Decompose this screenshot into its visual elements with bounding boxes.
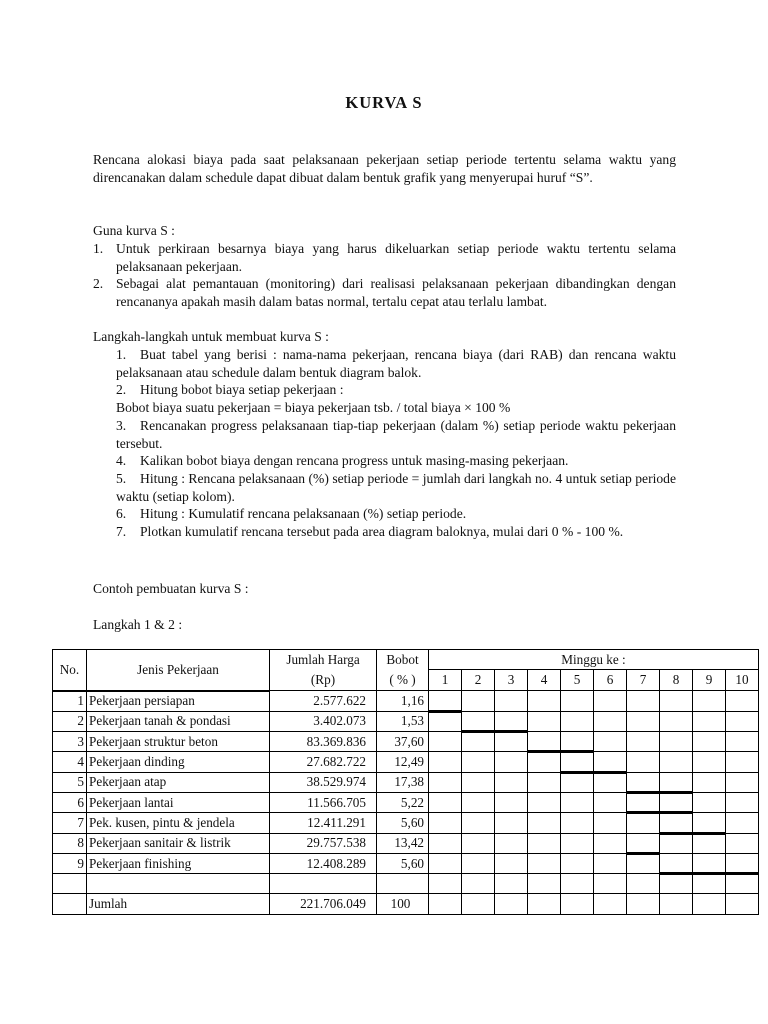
week-cell xyxy=(627,752,660,772)
week-cell xyxy=(660,732,693,752)
list-item xyxy=(93,240,676,275)
week-cell xyxy=(660,691,693,712)
week-header: 7 xyxy=(627,670,660,691)
week-cell xyxy=(462,813,495,833)
row-no: 3 xyxy=(53,732,87,752)
step-text: Buat tabel yang berisi : nama-nama pekerjaan, rencana biaya (dari RAB) dan rencana waktu pelaksanaan atau schedule dalam bentuk diagram balok. xyxy=(116,347,676,380)
table-row xyxy=(53,833,759,853)
week-cell xyxy=(726,853,759,873)
week-cell xyxy=(462,853,495,873)
row-no: 5 xyxy=(53,772,87,792)
week-cell xyxy=(693,853,726,873)
row-job: Pekerjaan tanah & pondasi xyxy=(87,711,270,731)
week-header: 2 xyxy=(462,670,495,691)
table-row xyxy=(53,772,759,792)
blank-cell xyxy=(693,874,726,894)
week-cell xyxy=(693,691,726,712)
blank-cell xyxy=(528,874,561,894)
week-cell xyxy=(528,792,561,812)
week-cell xyxy=(594,732,627,752)
week-cell xyxy=(561,752,594,772)
week-cell xyxy=(594,792,627,812)
week-cell xyxy=(627,792,660,812)
total-label: Jumlah xyxy=(87,894,270,914)
week-cell xyxy=(462,691,495,712)
week-header: 8 xyxy=(660,670,693,691)
week-cell xyxy=(627,813,660,833)
week-cell xyxy=(627,772,660,792)
week-cell xyxy=(495,752,528,772)
week-cell xyxy=(495,711,528,731)
row-bobot: 5,60 xyxy=(377,813,429,833)
week-header: 1 xyxy=(429,670,462,691)
week-cell xyxy=(495,894,528,914)
header-minggu: Minggu ke : xyxy=(429,650,759,670)
row-no: 9 xyxy=(53,853,87,873)
schedule-bar xyxy=(725,872,759,875)
step-item xyxy=(116,417,676,452)
list-number: 1. xyxy=(93,241,104,256)
week-cell xyxy=(693,894,726,914)
table-row xyxy=(53,853,759,873)
row-job: Pekerjaan atap xyxy=(87,772,270,792)
week-cell xyxy=(561,792,594,812)
week-cell xyxy=(726,711,759,731)
week-header: 5 xyxy=(561,670,594,691)
week-cell xyxy=(726,894,759,914)
week-cell xyxy=(594,894,627,914)
week-cell xyxy=(561,772,594,792)
week-cell xyxy=(594,772,627,792)
row-bobot: 5,22 xyxy=(377,792,429,812)
step-item xyxy=(116,523,676,541)
step-item xyxy=(116,470,676,505)
step-text: Hitung : Rencana pelaksanaan (%) setiap periode = jumlah dari langkah no. 4 untuk setiap periode waktu (setiap kolom). xyxy=(116,470,676,504)
week-cell xyxy=(561,813,594,833)
row-no: 1 xyxy=(53,691,87,712)
week-cell xyxy=(462,772,495,792)
week-cell xyxy=(495,853,528,873)
step-item xyxy=(116,505,676,523)
total-bobot: 100 xyxy=(377,894,429,914)
step-text: Plotkan kumulatif rencana tersebut pada area diagram baloknya, mulai dari 0 % - 100 %. xyxy=(140,524,624,540)
total-row xyxy=(53,894,759,914)
row-bobot: 1,16 xyxy=(377,691,429,712)
row-harga: 83.369.836 xyxy=(270,732,377,752)
table-row xyxy=(53,732,759,752)
langkah12-heading: Langkah 1 & 2 : xyxy=(93,617,183,632)
week-cell xyxy=(429,752,462,772)
blank-cell xyxy=(495,874,528,894)
blank-cell xyxy=(53,874,87,894)
step-text: Bobot biaya suatu pekerjaan = biaya pekerjaan tsb. / total biaya × 100 % xyxy=(116,400,511,416)
week-cell xyxy=(462,732,495,752)
week-cell xyxy=(660,711,693,731)
week-cell xyxy=(528,711,561,731)
week-cell xyxy=(693,711,726,731)
week-cell xyxy=(693,813,726,833)
week-cell xyxy=(627,691,660,712)
week-cell xyxy=(462,894,495,914)
list-item xyxy=(93,275,676,310)
schedule-bar xyxy=(692,872,726,875)
blank-cell xyxy=(462,874,495,894)
week-cell xyxy=(561,732,594,752)
week-cell xyxy=(594,833,627,853)
blank-cell xyxy=(627,874,660,894)
week-header: 4 xyxy=(528,670,561,691)
step-number: 5. xyxy=(116,470,127,486)
week-cell xyxy=(462,792,495,812)
row-bobot: 37,60 xyxy=(377,732,429,752)
blank-cell xyxy=(561,874,594,894)
week-header: 3 xyxy=(495,670,528,691)
week-cell xyxy=(495,772,528,792)
row-no: 7 xyxy=(53,813,87,833)
header-bobot: Bobot xyxy=(377,650,429,670)
step-number: 4. xyxy=(116,453,127,469)
step-number: 1. xyxy=(116,347,127,362)
step-text: Hitung bobot biaya setiap pekerjaan : xyxy=(140,382,344,398)
week-cell xyxy=(429,792,462,812)
row-bobot: 17,38 xyxy=(377,772,429,792)
blank-cell xyxy=(429,874,462,894)
week-cell xyxy=(462,711,495,731)
row-bobot: 13,42 xyxy=(377,833,429,853)
header-no: No. xyxy=(53,650,87,691)
week-cell xyxy=(462,752,495,772)
week-cell xyxy=(429,833,462,853)
row-job: Pekerjaan persiapan xyxy=(87,691,270,712)
week-cell xyxy=(693,792,726,812)
week-cell xyxy=(462,833,495,853)
row-job: Pekerjaan dinding xyxy=(87,752,270,772)
week-cell xyxy=(429,813,462,833)
row-bobot: 12,49 xyxy=(377,752,429,772)
week-cell xyxy=(726,732,759,752)
page-title: KURVA S xyxy=(345,93,423,112)
week-cell xyxy=(561,894,594,914)
week-cell xyxy=(594,691,627,712)
row-no: 6 xyxy=(53,792,87,812)
intro-paragraph: Rencana alokasi biaya pada saat pelaksanaan pekerjaan setiap periode tertentu selama waktu yang direncanakan dalam schedule dapat dibuat dalam bentuk grafik yang menyerupai huruf “S”. xyxy=(93,152,676,185)
week-cell xyxy=(561,711,594,731)
week-cell xyxy=(528,894,561,914)
header-harga-unit: (Rp) xyxy=(270,670,377,691)
table-row xyxy=(53,752,759,772)
guna-list xyxy=(93,240,676,311)
list-text: Untuk perkiraan besarnya biaya yang harus dikeluarkan setiap periode waktu tertentu selama pelaksanaan pekerjaan. xyxy=(116,241,676,274)
table-row xyxy=(53,813,759,833)
blank-cell xyxy=(726,874,759,894)
row-harga: 12.408.289 xyxy=(270,853,377,873)
blank-cell xyxy=(87,874,270,894)
week-cell xyxy=(561,853,594,873)
header-job: Jenis Pekerjaan xyxy=(87,650,270,691)
week-cell xyxy=(594,813,627,833)
week-cell xyxy=(660,772,693,792)
list-text: Sebagai alat pemantauan (monitoring) dari realisasi pelaksanaan pekerjaan dibandingkan dengan rencananya apakah masih dalam batas normal, tertalu cepat atau terlalu lambat. xyxy=(116,276,676,310)
week-cell xyxy=(726,813,759,833)
week-cell xyxy=(528,732,561,752)
step-number: 6. xyxy=(116,506,127,522)
langkah-heading: Langkah-langkah untuk membuat kurva S : xyxy=(93,329,329,344)
week-cell xyxy=(627,833,660,853)
week-cell xyxy=(660,792,693,812)
schedule-bar xyxy=(659,872,693,875)
week-cell xyxy=(429,894,462,914)
row-job: Pekerjaan finishing xyxy=(87,853,270,873)
week-cell xyxy=(561,691,594,712)
week-cell xyxy=(726,772,759,792)
step-number: 3. xyxy=(116,417,127,433)
row-no: 2 xyxy=(53,711,87,731)
week-cell xyxy=(495,833,528,853)
week-cell xyxy=(528,813,561,833)
step-text: Kalikan bobot biaya dengan rencana progress untuk masing-masing pekerjaan. xyxy=(140,453,569,469)
week-cell xyxy=(693,732,726,752)
table-row xyxy=(53,711,759,731)
week-cell xyxy=(627,853,660,873)
step-item xyxy=(116,381,676,399)
header-bobot-unit: ( % ) xyxy=(377,670,429,691)
row-harga: 27.682.722 xyxy=(270,752,377,772)
step-text: Rencanakan progress pelaksanaan tiap-tiap pekerjaan (dalam %) setiap periode waktu pekerjaan tersebut. xyxy=(116,417,676,451)
schedule-table xyxy=(52,649,759,915)
week-cell xyxy=(660,894,693,914)
step-number: 2. xyxy=(116,382,127,398)
week-cell xyxy=(627,711,660,731)
row-job: Pekerjaan lantai xyxy=(87,792,270,812)
week-cell xyxy=(429,711,462,731)
week-cell xyxy=(726,833,759,853)
week-cell xyxy=(495,813,528,833)
header-harga: Jumlah Harga xyxy=(270,650,377,670)
row-job: Pek. kusen, pintu & jendela xyxy=(87,813,270,833)
step-formula xyxy=(116,399,676,417)
guna-heading: Guna kurva S : xyxy=(93,223,175,238)
row-harga: 11.566.705 xyxy=(270,792,377,812)
week-cell xyxy=(693,833,726,853)
row-no: 8 xyxy=(53,833,87,853)
row-harga: 3.402.073 xyxy=(270,711,377,731)
row-bobot: 5,60 xyxy=(377,853,429,873)
week-cell xyxy=(561,833,594,853)
week-cell xyxy=(627,894,660,914)
week-cell xyxy=(627,732,660,752)
week-header: 6 xyxy=(594,670,627,691)
row-harga: 2.577.622 xyxy=(270,691,377,712)
row-harga: 12.411.291 xyxy=(270,813,377,833)
week-cell xyxy=(726,752,759,772)
week-cell xyxy=(660,752,693,772)
blank-cell xyxy=(594,874,627,894)
week-header: 9 xyxy=(693,670,726,691)
week-cell xyxy=(594,752,627,772)
table-row xyxy=(53,792,759,812)
steps-list xyxy=(116,346,676,541)
step-number: 7. xyxy=(116,524,127,540)
week-cell xyxy=(528,691,561,712)
week-cell xyxy=(693,772,726,792)
week-cell xyxy=(495,732,528,752)
week-cell xyxy=(528,752,561,772)
total-harga: 221.706.049 xyxy=(270,894,377,914)
blank-row xyxy=(53,874,759,894)
table-row xyxy=(53,691,759,712)
week-cell xyxy=(660,853,693,873)
row-job: Pekerjaan sanitair & listrik xyxy=(87,833,270,853)
list-number: 2. xyxy=(93,276,104,292)
row-no: 4 xyxy=(53,752,87,772)
week-cell xyxy=(726,691,759,712)
week-cell xyxy=(660,813,693,833)
week-cell xyxy=(528,772,561,792)
step-item xyxy=(116,452,676,470)
week-cell xyxy=(726,792,759,812)
contoh-heading: Contoh pembuatan kurva S : xyxy=(93,581,249,596)
row-job: Pekerjaan struktur beton xyxy=(87,732,270,752)
week-cell xyxy=(594,853,627,873)
step-text: Hitung : Kumulatif rencana pelaksanaan (%) setiap periode. xyxy=(140,506,467,522)
row-harga: 38.529.974 xyxy=(270,772,377,792)
blank-cell xyxy=(270,874,377,894)
week-cell xyxy=(594,711,627,731)
row-harga: 29.757.538 xyxy=(270,833,377,853)
week-cell xyxy=(528,853,561,873)
week-cell xyxy=(429,772,462,792)
week-header: 10 xyxy=(726,670,759,691)
week-cell xyxy=(495,792,528,812)
week-cell xyxy=(429,732,462,752)
step-item xyxy=(116,346,676,381)
week-cell xyxy=(693,752,726,772)
week-cell xyxy=(429,853,462,873)
total-no xyxy=(53,894,87,914)
week-cell xyxy=(660,833,693,853)
week-cell xyxy=(528,833,561,853)
blank-cell xyxy=(660,874,693,894)
blank-cell xyxy=(377,874,429,894)
week-cell xyxy=(429,691,462,712)
week-cell xyxy=(495,691,528,712)
row-bobot: 1,53 xyxy=(377,711,429,731)
